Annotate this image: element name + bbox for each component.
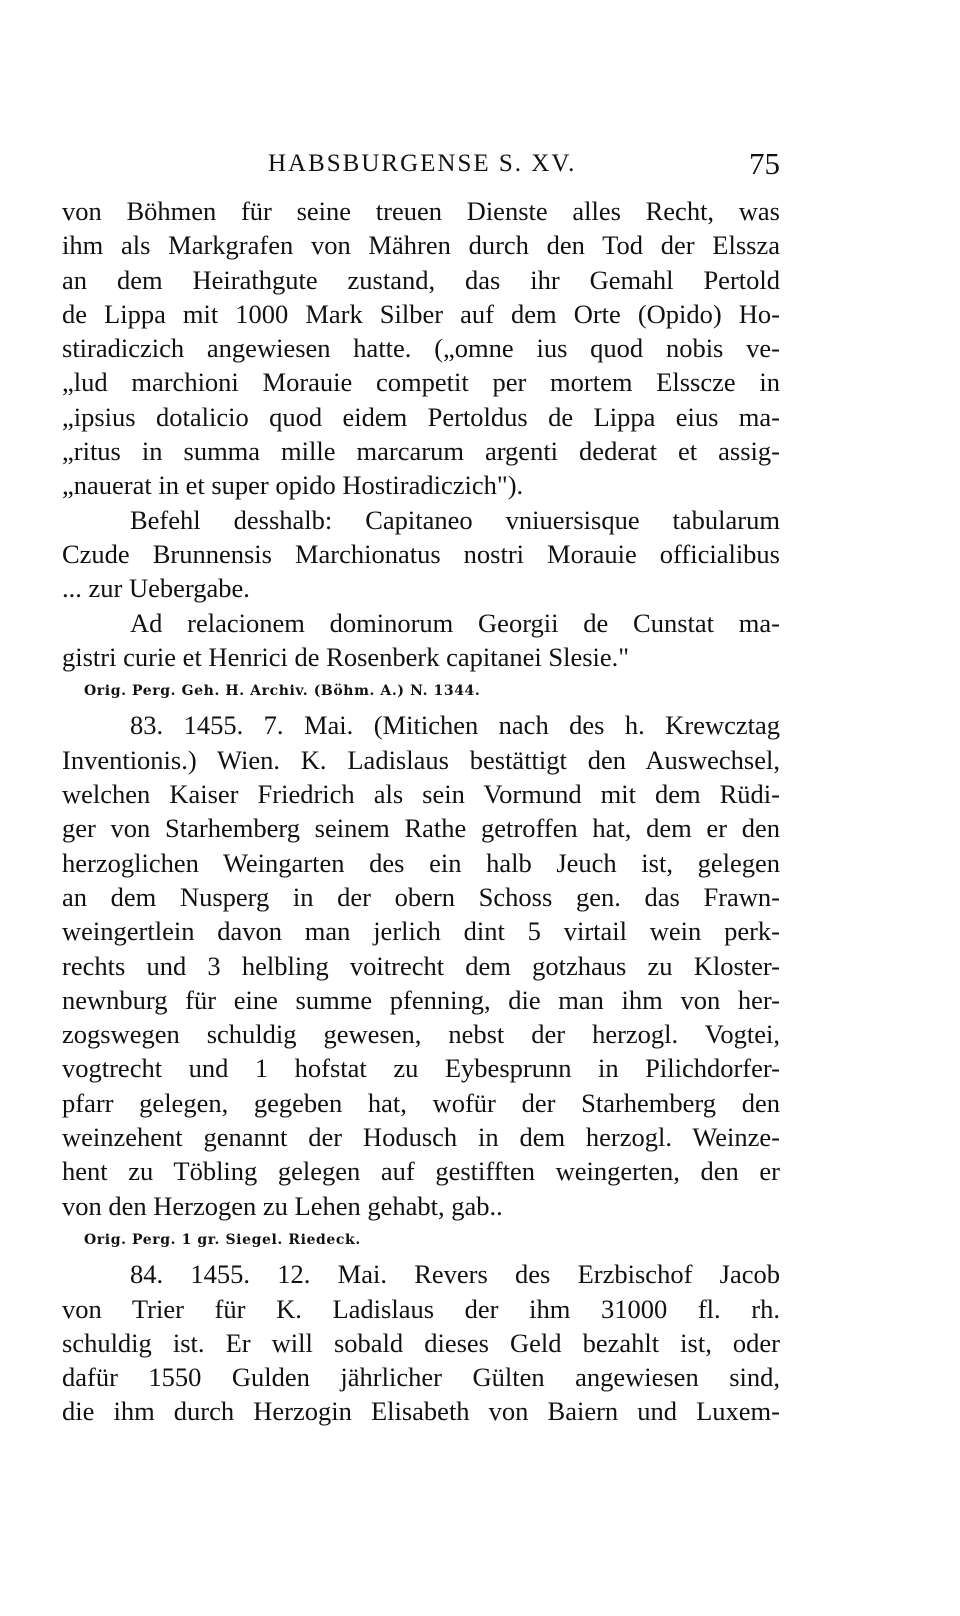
text-line: weingertlein davon man jerlich dint 5 virtail wein perk- bbox=[62, 916, 780, 947]
text-line: von Trier für K. Ladislaus der ihm 31000 fl. rh. bbox=[62, 1293, 780, 1324]
entry-heading-line: 83. 1455. 7. Mai. (Mitichen nach des h. Krewcztag bbox=[130, 710, 780, 741]
text-line: zogswegen schuldig gewesen, nebst der herzogl. Vogtei, bbox=[62, 1019, 780, 1050]
running-title: HABSBURGENSE S. XV. bbox=[268, 150, 577, 177]
text-line: rechts und 3 helbling voitrecht dem gotzhaus zu Kloster- bbox=[62, 950, 780, 981]
text-line: von Böhmen für seine treuen Dienste alles Recht, was bbox=[62, 196, 780, 226]
text-line: ... zur Uebergabe. bbox=[62, 573, 250, 604]
text-line: die ihm durch Herzogin Elisabeth von Baiern und Luxem- bbox=[62, 1396, 780, 1427]
text-line: „ipsius dotalicio quod eidem Pertoldus de Lippa eius ma- bbox=[62, 401, 780, 432]
text-line: stiradiczich angewiesen hatte. („omne ius quod nobis ve- bbox=[62, 333, 780, 364]
text-line: Befehl desshalb: Capitaneo vniuersisque tabularum bbox=[130, 504, 780, 535]
text-line: weinzehent genannt der Hodusch in dem herzogl. Weinze- bbox=[62, 1122, 780, 1153]
text-line: Ad relacionem dominorum Georgii de Cunstat ma- bbox=[130, 607, 780, 638]
text-line: ger von Starhemberg seinem Rathe getroffen hat, dem er den bbox=[62, 813, 780, 844]
text-line: gistri curie et Henrici de Rosenberk capitanei Slesie." bbox=[62, 641, 630, 672]
text-line: herzoglichen Weingarten des ein halb Jeuch ist, gelegen bbox=[62, 847, 780, 878]
text-line: „ritus in summa mille marcarum argenti dederat et assig- bbox=[62, 436, 780, 467]
text-line: ihm als Markgrafen von Mähren durch den Tod der Elssza bbox=[62, 230, 780, 261]
text-line: dafür 1550 Gulden jährlicher Gülten angewiesen sind, bbox=[62, 1362, 780, 1393]
text-line: Czude Brunnensis Marchionatus nostri Morauie officialibus bbox=[62, 538, 780, 569]
text-line: de Lippa mit 1000 Mark Silber auf dem Orte (Opido) Ho- bbox=[62, 298, 780, 329]
entry-heading-line: 84. 1455. 12. Mai. Revers des Erzbischof Jacob bbox=[130, 1259, 780, 1290]
source-note: Orig. Perg. Geh. H. Archiv. (Böhm. A.) N. 1344. bbox=[84, 683, 481, 700]
text-line: hent zu Töbling gelegen auf gestifften weingerten, den er bbox=[62, 1156, 780, 1187]
page-number: 75 bbox=[749, 146, 780, 181]
text-line: „lud marchioni Morauie competit per mortem Elsscze in bbox=[62, 367, 780, 398]
body-text bbox=[62, 194, 780, 1429]
text-line: vogtrecht und 1 hofstat zu Eybesprunn in Pilichdorfer- bbox=[62, 1053, 780, 1084]
text-line: an dem Heirathgute zustand, das ihr Gemahl Pertold bbox=[62, 264, 780, 295]
text-line: schuldig ist. Er will sobald dieses Geld bezahlt ist, oder bbox=[62, 1327, 780, 1358]
text-line: Inventionis.) Wien. K. Ladislaus bestättigt den Auswechsel, bbox=[62, 744, 780, 775]
text-line: von den Herzogen zu Lehen gehabt, gab.. bbox=[62, 1190, 503, 1221]
text-line: newnburg für eine summe pfenning, die man ihm von her- bbox=[62, 984, 780, 1015]
text-line: an dem Nusperg in der obern Schoss gen. das Frawn- bbox=[62, 881, 780, 912]
page-header bbox=[62, 146, 780, 186]
source-note: Orig. Perg. 1 gr. Siegel. Riedeck. bbox=[84, 1231, 361, 1248]
text-line: welchen Kaiser Friedrich als sein Vormund mit dem Rüdi- bbox=[62, 779, 780, 810]
text-line: „nauerat in et super opido Hostiradiczich"). bbox=[62, 470, 524, 501]
text-line: pfarr gelegen, gegeben hat, wofür der Starhemberg den bbox=[62, 1087, 780, 1118]
